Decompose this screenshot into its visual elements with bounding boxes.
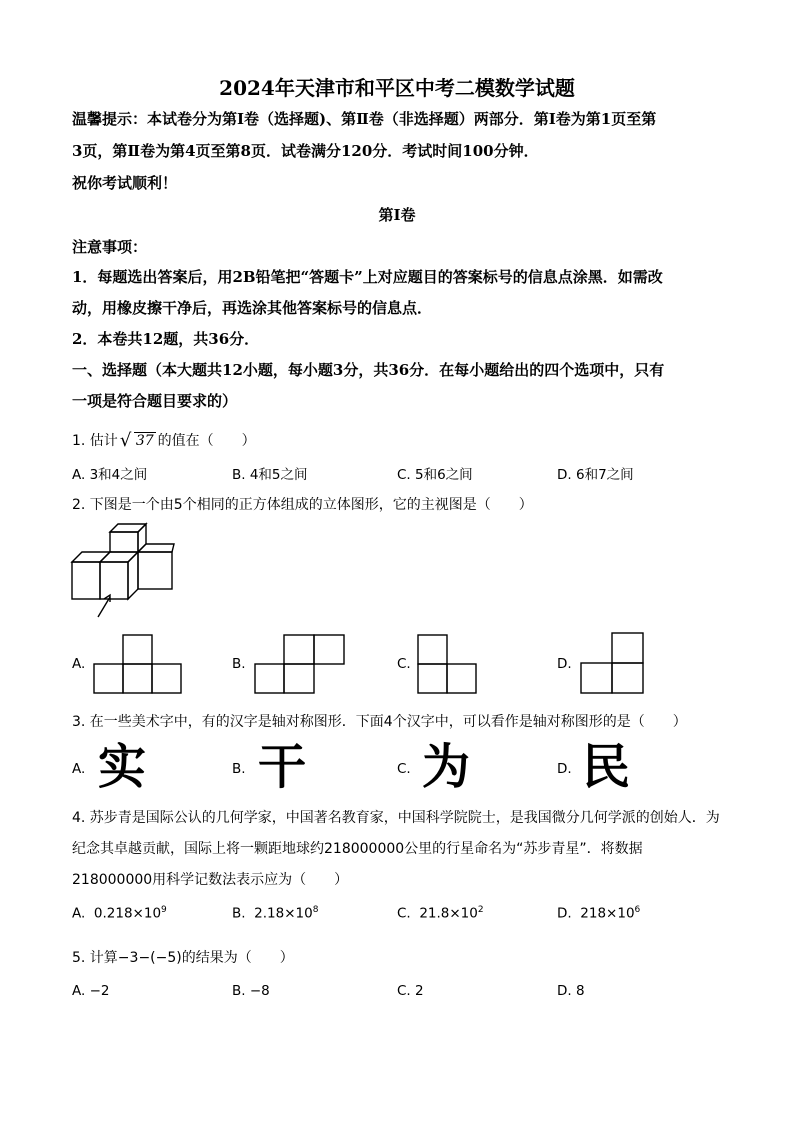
q3-character-a: 实 <box>98 739 147 795</box>
question-1-suffix: 的值在（ ） <box>157 433 256 449</box>
sqrt-symbol: √ 37 <box>119 430 154 451</box>
cautions-heading: 注意事项： <box>72 238 148 256</box>
q1-option-d: D. 6和7之间 <box>557 467 634 483</box>
question-3: 3. 在一些美术字中，有的汉字是轴对称图形．下面4个汉字中，可以看作是轴对称图形的是（ ） <box>72 714 687 730</box>
q5-option-d: D. 8 <box>557 983 585 999</box>
q4-option-a: A. $0.218\times 10^9$ <box>72 905 167 922</box>
q3-option-d-label: D. <box>557 761 572 777</box>
question-1 <box>72 430 256 450</box>
q5-option-a: A. −2 <box>72 983 110 999</box>
question-1-prefix: 1. 估计 <box>72 433 118 449</box>
q4-option-c: C. $21.8\times 10^2$ <box>397 905 484 922</box>
q3-option-b-label: B. <box>232 761 246 777</box>
page-title: 2024年天津市和平区中考二模数学试题 <box>219 76 575 100</box>
part-one-line-1: 一、选择题（本大题共12小题，每小题3分，共36分．在每小题给出的四个选项中，只有 <box>72 361 665 379</box>
cube-stack-figure <box>70 522 180 622</box>
q3-character-d: 民 <box>582 739 631 795</box>
q3-option-c-label: C. <box>397 761 411 777</box>
question-4-line-2: 纪念其卓越贡献，国际上将一颗距地球约218000000公里的行星命名为“苏步青星”．将数据 <box>72 841 643 857</box>
q3-character-c: 为 <box>422 739 471 795</box>
q1-option-b: B. 4和5之间 <box>232 467 308 483</box>
q5-option-c: C. 2 <box>397 983 424 999</box>
question-2: 2. 下图是一个由5个相同的正方体组成的立体图形，它的主视图是（ ） <box>72 497 533 513</box>
q2-option-c-figure <box>417 634 479 694</box>
notice-line-3: 祝你考试顺利！ <box>72 174 178 192</box>
question-5: 5. 计算−3−(−5)的结果为（ ） <box>72 950 294 966</box>
part-one-line-2: 一项是符合题目要求的） <box>72 392 238 410</box>
q5-option-b: B. −8 <box>232 983 270 999</box>
notice-line-1: 温馨提示：本试卷分为第Ⅰ卷（选择题)、第Ⅱ卷（非选择题）两部分．第Ⅰ卷为第1页至第 <box>72 110 657 128</box>
q2-option-a-figure <box>93 634 183 694</box>
q1-option-c: C. 5和6之间 <box>397 467 473 483</box>
question-4-line-1: 4. 苏步青是国际公认的几何学家，中国著名教育家，中国科学院院士，是我国微分几何学派的创始人．为 <box>72 810 720 826</box>
caution-item-1-line-1: 1．每题选出答案后，用2B铅笔把“答题卡”上对应题目的答案标号的信息点涂黑．如需改 <box>72 268 663 286</box>
q3-option-a-label: A. <box>72 761 86 777</box>
q2-option-b-label: B. <box>232 656 246 672</box>
q2-option-c-label: C. <box>397 656 411 672</box>
q3-character-b: 干 <box>258 739 307 795</box>
section-title: 第Ⅰ卷 <box>378 206 416 224</box>
notice-line-2: 3页，第Ⅱ卷为第4页至第8页．试卷满分120分．考试时间100分钟． <box>72 142 539 160</box>
q4-option-b: B. $2.18\times 10^8$ <box>232 905 319 922</box>
q4-option-d: D. $218\times 10^6$ <box>557 905 641 922</box>
q2-option-d-label: D. <box>557 656 572 672</box>
question-4-line-3: 218000000用科学记数法表示应为（ ） <box>72 872 349 888</box>
caution-item-2: 2．本卷共12题，共36分． <box>72 330 260 348</box>
q2-option-d-figure <box>580 632 646 694</box>
question-1-radicand: 37 <box>135 433 154 449</box>
q1-option-a: A. 3和4之间 <box>72 467 148 483</box>
q2-option-b-figure <box>254 634 346 694</box>
caution-item-1-line-2: 动，用橡皮擦干净后，再选涂其他答案标号的信息点． <box>72 299 433 317</box>
q2-option-a-label: A. <box>72 656 86 672</box>
